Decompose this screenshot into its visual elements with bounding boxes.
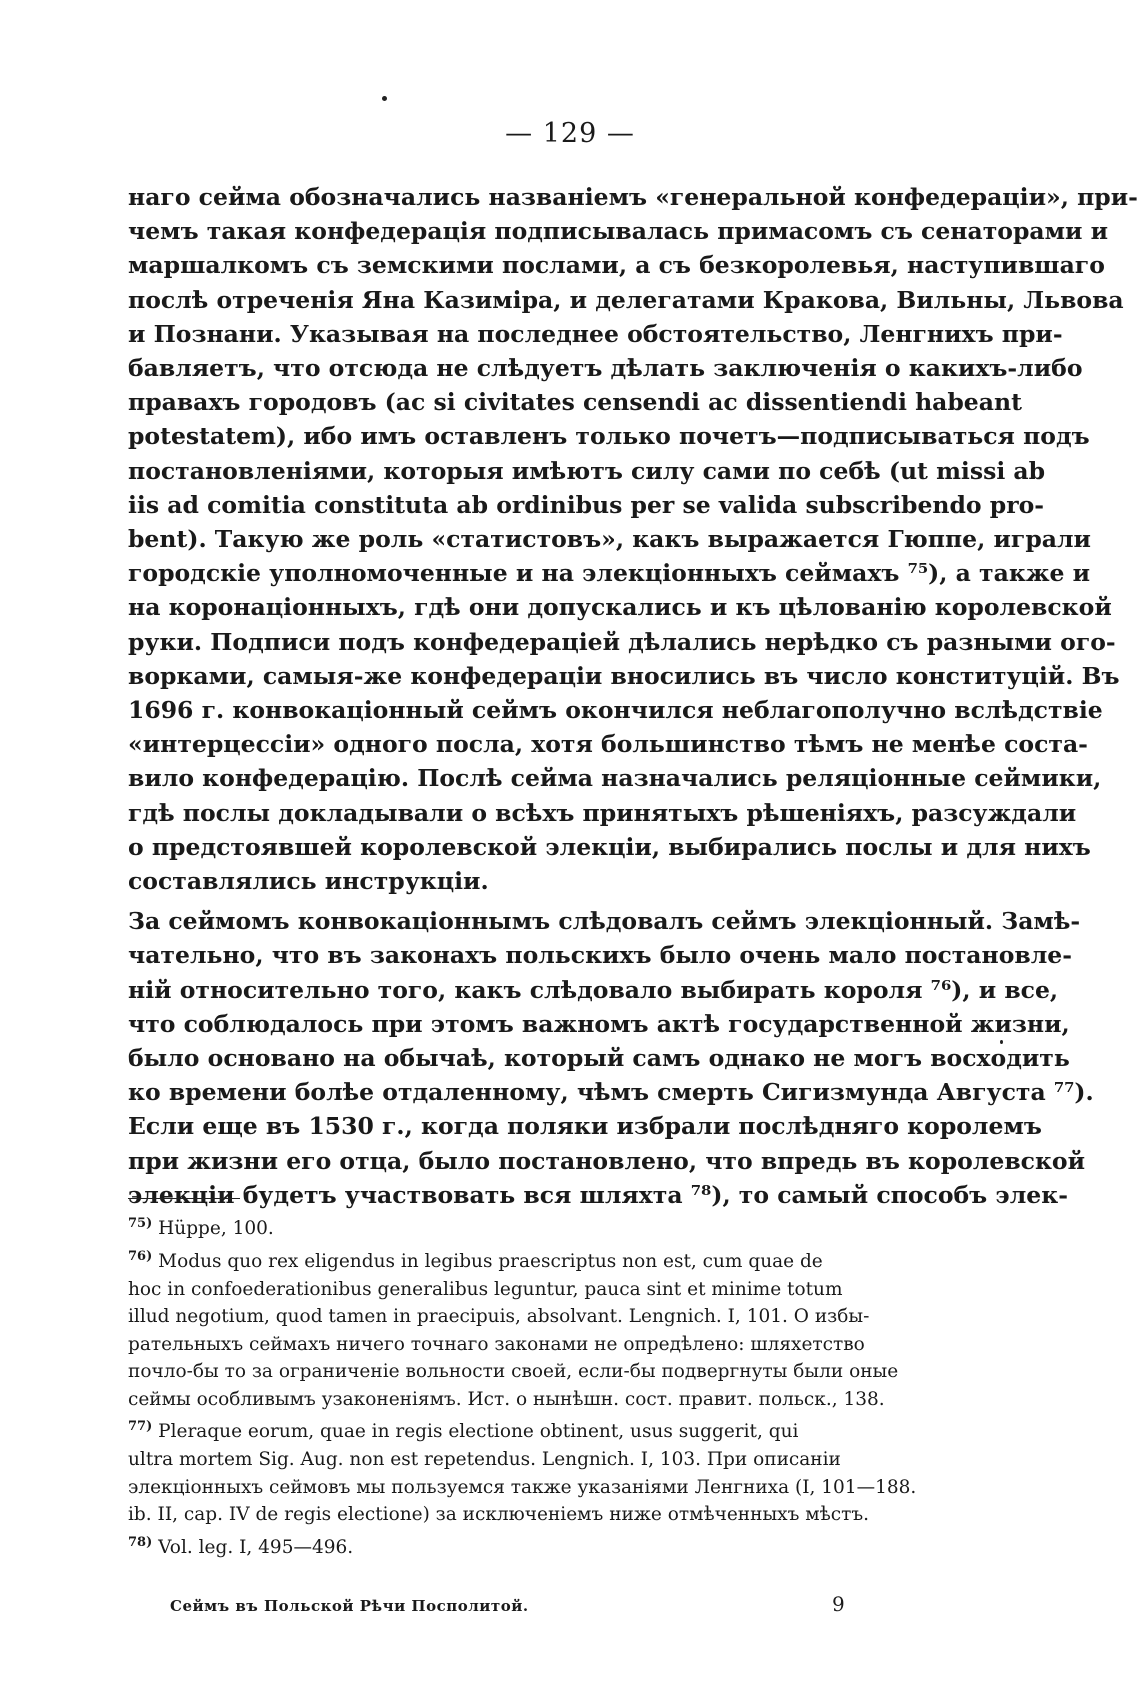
text-line: За сеймомъ конвокаціоннымъ слѣдовалъ сеймъ элекціонный. Замѣ- [128,907,1081,936]
text-line: правахъ городовъ (ac si civitates censendi ac dissentiendi habeant [128,388,1022,417]
text-line: чемъ такая конфедерація подписывалась примасомъ съ сенаторами и [128,217,1109,246]
text-line: на коронаціонныхъ, гдѣ они допускались и къ цѣлованію королевской [128,593,1112,622]
footnote-line [128,1210,920,1243]
footnote-line [128,1243,920,1276]
footnote-line [128,1358,920,1386]
text-line: что соблюдалось при этомъ важномъ актѣ государственной жизни, [128,1009,1070,1038]
paragraph-2 [128,904,1094,1212]
text-line: при жизни его отца, было постановлено, что впредь въ королевской [128,1146,1086,1175]
paper-speck [1000,1040,1003,1044]
text-line: и Познани. Указывая на последнее обстоятельство, Ленгнихъ при- [128,319,1063,348]
footnote-text: элекціонныхъ сеймовъ мы пользуемся также указаніями Ленгниха (I, 101—188. [128,1476,917,1498]
sheet-signature: Сеймъ въ Польской Рѣчи Посполитой. [170,1597,529,1615]
text-line: iis ad comitia constituta ab ordinibus per se valida subscribendo pro- [128,490,1045,519]
text-line: наго сейма обозначались названіемъ «генеральной конфедераціи», при- [128,183,1138,211]
sheet-number: 9 [832,1592,845,1616]
footnote-line [128,1386,920,1414]
text-line: элекціи будетъ участвовать вся шляхта ⁷⁸), то самый способъ элек- [128,1180,1068,1209]
footnote-text: Vol. leg. I, 495—496. [158,1537,354,1559]
text-line: бавляетъ, что отсюда не слѣдуетъ дѣлать заключенія о какихъ-либо [128,354,1083,383]
footnote-mark: 77) [128,1419,153,1435]
footnote-text: рательныхъ сеймахъ ничего точнаго законами не опредѣлено: шляхетство [128,1333,865,1355]
footnote-text: illud negotium, quod tamen in praecipuis, absolvant. Lengnich. I, 101. О избы- [128,1306,870,1328]
footnote [128,1413,920,1529]
footnote-mark: 76) [128,1248,153,1264]
text-line: городскіе уполномоченные и на элекціонныхъ сеймахъ ⁷⁵), а также и [128,559,1091,588]
footnote-line [128,1529,920,1562]
text-line: potestatem), ибо имъ оставленъ только почетъ—подписываться подъ [128,422,1090,451]
footnote-line [128,1413,920,1446]
footnotes [128,1210,920,1562]
footnote-text: Pleraque eorum, quae in regis electione obtinent, usus suggerit, qui [158,1421,799,1443]
text-line: маршалкомъ съ земскими послами, а съ безкоролевья, наступившаго [128,251,1105,280]
paragraph-1 [128,180,1138,898]
text-line: чательно, что въ законахъ польскихъ было очень мало постановле- [128,941,1073,970]
text-line: 1696 г. конвокаціонный сеймъ окончился неблагополучно вслѣдствіе [128,696,1103,725]
footnote-line [128,1331,920,1359]
text-line: bent). Такую же роль «статистовъ», какъ выражается Гюппе, играли [128,525,1091,554]
text-line: о предстоявшей королевской элекціи, выбирались послы и для нихъ [128,832,1091,861]
text-line: составлялись инструкціи. [128,867,489,896]
footnote [128,1210,920,1243]
footnote [128,1529,920,1562]
text-line: послѣ отреченія Яна Казиміра, и делегатами Кракова, Вильны, Львова [128,285,1124,314]
text-line: гдѣ послы докладывали о всѣхъ принятыхъ рѣшеніяхъ, разсуждали [128,798,1077,827]
footnote-divider [128,1198,240,1199]
text-line: постановленіями, которыя имѣютъ силу сами по себѣ (ut missi ab [128,456,1046,485]
footnote-mark: 75) [128,1216,153,1231]
page-number: — 129 — [505,118,635,149]
footnote-line [128,1501,920,1529]
footnote-text: ultra mortem Sig. Aug. non est repetendus. Lengnich. I, 103. При описаніи [128,1449,841,1471]
paper-speck [382,96,387,101]
text-line: ворками, самыя-же конфедераціи вносились въ число конституцій. Въ [128,661,1120,690]
text-line: Если еще въ 1530 г., когда поляки избрали послѣдняго королемъ [128,1112,1042,1141]
text-line: вило конфедерацію. Послѣ сейма назначались реляціонные сеймики, [128,764,1102,793]
footnote-text: hoc in confoederationibus generalibus leguntur, pauca sint et minime totum [128,1278,843,1300]
footnote-text: ib. II, cap. IV de regis electione) за исключеніемъ ниже отмѣченныхъ мѣстъ. [128,1504,870,1526]
footnote-text: сеймы особливымъ узаконеніямъ. Ист. о нынѣшн. сост. правит. польск., 138. [128,1388,885,1410]
text-line: руки. Подписи подъ конфедераціей дѣлались нерѣдко съ разными ого- [128,627,1116,656]
footnote-line [128,1276,920,1304]
footnote-text: Modus quo rex eligendus in legibus praescriptus non est, cum quae de [158,1250,823,1272]
main-text [128,180,1138,1212]
footnote-line [128,1303,920,1331]
text-line: ній относительно того, какъ слѣдовало выбирать короля ⁷⁶), и все, [128,975,1059,1004]
text-line: «интерцессіи» одного посла, хотя большинство тѣмъ не менѣе соста- [128,730,1088,759]
text-line: было основано на обычаѣ, который самъ однако не могъ восходить [128,1044,1070,1073]
text-line: ко времени болѣе отдаленному, чѣмъ смерть Сигизмунда Августа ⁷⁷). [128,1078,1094,1107]
footnote-line [128,1446,920,1474]
footnote-text: Hüppe, 100. [158,1218,274,1240]
footnote [128,1243,920,1414]
footnote-mark: 78) [128,1535,153,1550]
footnote-text: почло-бы то за ограниченіе вольности своей, если-бы подвергнуты были оные [128,1361,899,1383]
footnote-line [128,1474,920,1502]
